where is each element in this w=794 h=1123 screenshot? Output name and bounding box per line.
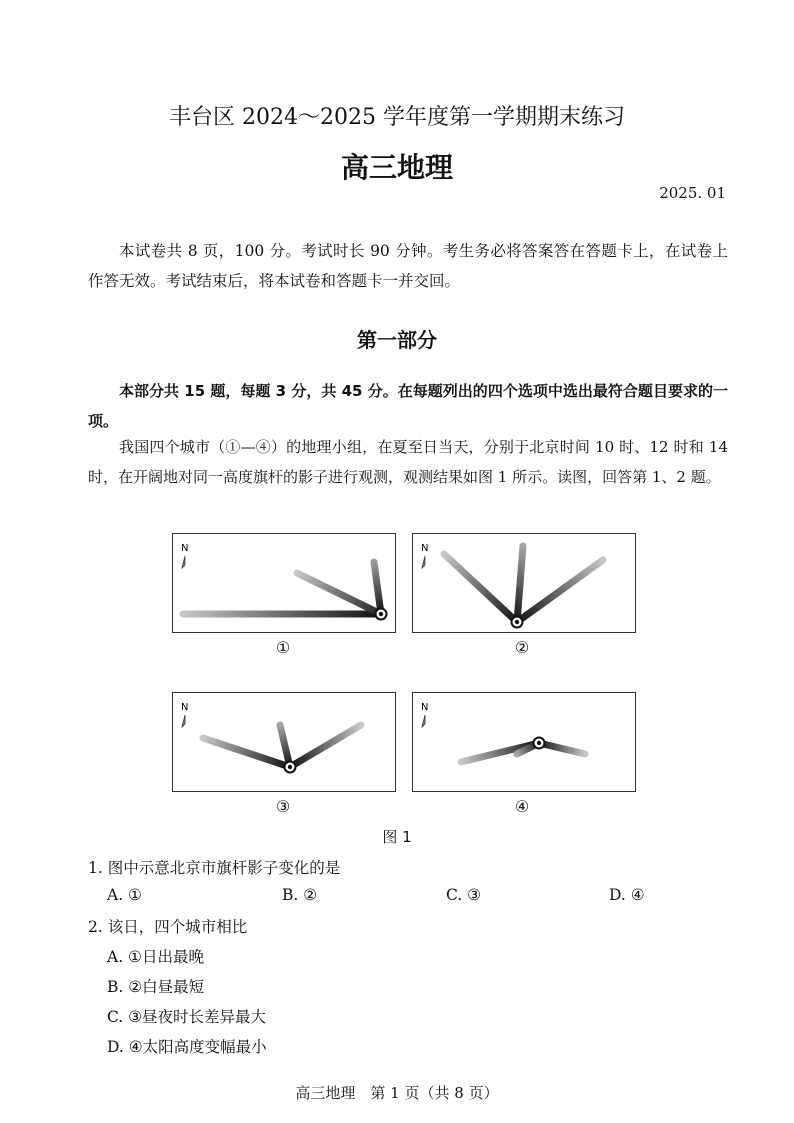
question-1-stem: 1. 图中示意北京市旗杆影子变化的是 [88, 859, 341, 877]
panel-label-1: ① [275, 638, 291, 657]
north-arrow-icon [422, 556, 425, 568]
question-1-option-d[interactable]: D. ④ [609, 886, 645, 904]
question-2-option-a[interactable]: A. ①日出最晚 [107, 948, 204, 966]
subject-title: 高三地理 [340, 151, 453, 184]
shadow-line [444, 554, 517, 622]
shadow-line [290, 725, 361, 767]
question-2-option-d[interactable]: D. ④太阳高度变幅最小 [107, 1038, 267, 1056]
shadow-line [374, 562, 381, 614]
north-label: N [181, 543, 189, 554]
north-label: N [181, 702, 189, 713]
panel-label-4: ④ [514, 797, 530, 816]
north-label: N [421, 543, 429, 554]
shadow-line [203, 738, 290, 767]
panel-label-2: ② [514, 638, 530, 657]
north-label: N [421, 702, 429, 713]
figure-panel-2 [412, 533, 636, 633]
page-footer: 高三地理 第 1 页（共 8 页） [295, 1084, 499, 1102]
shadow-line [517, 546, 523, 622]
figure-caption: 图 1 [382, 828, 412, 846]
figure-panel-1 [172, 533, 396, 633]
figure-panel-4 [412, 692, 636, 792]
school-title: 丰台区 2024～2025 学年度第一学期期末练习 [169, 105, 625, 130]
part-description: 本部分共 15 题，每题 3 分，共 45 分。在每题列出的四个选项中选出最符合题目要求的一项。 [88, 382, 728, 430]
exam-date: 2025. 01 [659, 184, 726, 202]
north-arrow-icon [182, 556, 185, 568]
figure-panel-3 [172, 692, 396, 792]
panel-label-3: ③ [275, 797, 291, 816]
part-title: 第一部分 [357, 328, 437, 352]
shadow-line [517, 560, 603, 622]
question-passage: 我国四个城市（①—④）的地理小组，在夏至日当天，分别于北京时间 10 时、12 时和 14 时，在开阔地对同一高度旗杆的影子进行观测，观测结果如图 1 所示。读图，回答第 1、2 题。 [88, 438, 728, 486]
north-arrow-icon [422, 715, 425, 727]
exam-instructions: 本试卷共 8 页，100 分。考试时长 90 分钟。考生务必将答案答在答题卡上，在试卷上作答无效。考试结束后，将本试卷和答题卡一并交回。 [88, 242, 728, 290]
question-1-option-c[interactable]: C. ③ [446, 886, 482, 904]
question-2-option-c[interactable]: C. ③昼夜时长差异最大 [107, 1008, 267, 1026]
question-2-option-b[interactable]: B. ②白昼最短 [107, 978, 205, 996]
shadow-line [539, 743, 585, 754]
shadow-line [297, 573, 381, 614]
question-2-stem: 2. 该日，四个城市相比 [88, 918, 248, 936]
question-1-option-b[interactable]: B. ② [282, 886, 318, 904]
north-arrow-icon [182, 715, 185, 727]
question-1-option-a[interactable]: A. ① [107, 886, 142, 904]
